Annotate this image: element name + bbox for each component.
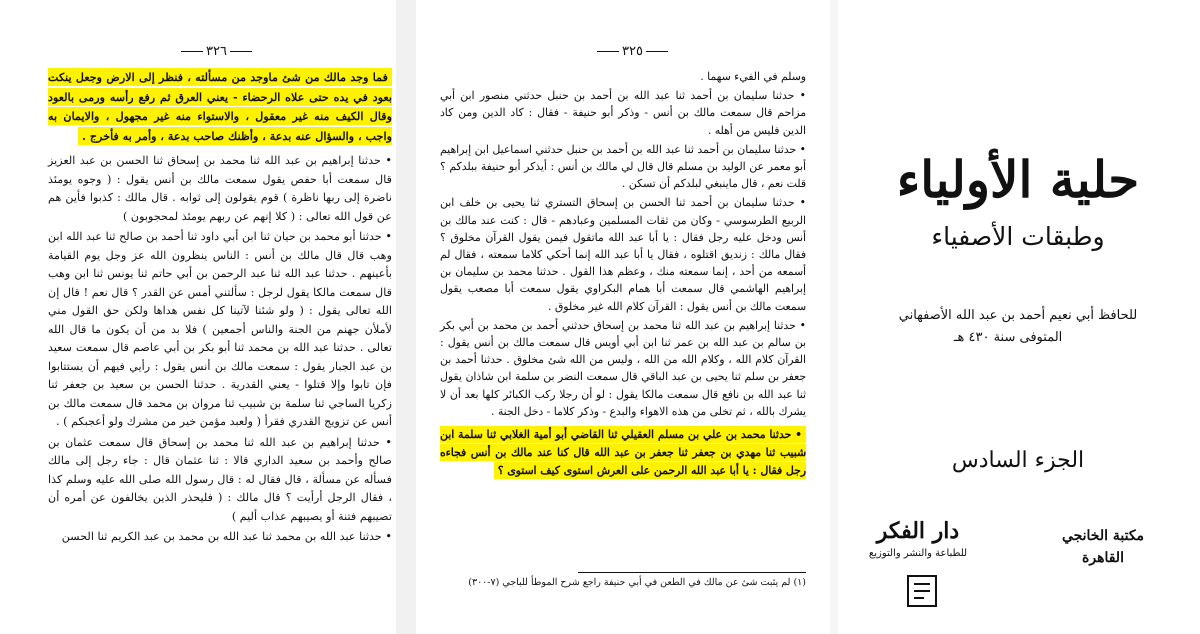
book-subtitle: وطبقات الأصفياء — [931, 222, 1105, 251]
paragraph: • حدثنا سليمان بن أحمد ثنا الحسن بن إسحاق التستري ثنا يحيى بن خلف ابن الربيع الطرسوسي - وكان من ثقات المسلمين وعبادهم - قال : كنت عند مالك بن أنس ودخل عليه رجل فقال : يا أبا عبد الله ماتقول فيمن يقول القرآن مخلوق ؟ فقال مالك : زنديق اقتلوه ، فقال يا أبا عبد الله إنما أحكي كلاما سمعته ، فقال لم أسمعه من أحد ، إنما سمعته منك ، وعظم هذا القول . حدثنا محمد بن سليمان بن إبراهيم الهاشمي قال سمعت أبا همام البكراوي يقول سمعت أبا مصعب يقول سمعت مالك بن أنس يقول : القرآن كلام الله غير مخلوق . — [440, 196, 806, 313]
paragraph: • حدثنا سليمان بن أحمد ثنا عبد الله بن أحمد بن حنبل حدثني منصور ابن أبي مزاحم قال سمعت مالك بن أنس - وذكر أبو حنيفة - فقال : كاد الدين ومن كاد الدين فليس من أهله . — [440, 89, 806, 137]
paragraph: • حدثنا أبو محمد بن حيان ثنا ابن أبي داود ثنا أحمد بن صالح ثنا عبد الله ابن وهب قال قال مالك بن أنس : الناس ينظرون الله عز وجل يوم القيامة بأعينهم . حدثنا عبد الله ثنا عبد الرحمن بن أبي حاتم ثنا يونس ثنا ابن وهب قال سمعت مالكا يقول لرجل : سألتني أمس عن القدر ؟ قال نعم ! قال إن الله تعالى يقول : ( ولو شئنا لآتينا كل نفس هداها ولكن حق القول مني لأملأن جهنم من الجنة والناس أجمعين ) فلا بد من أن يكون ما قال الله تعالى . حدثنا عبد الله بن محمد ثنا أبو بكر بن أبي عاصم قال سمعت سعيد بن عبد الجبار يقول : سمعت مالك بن أنس يقول : رأيي فيهم أن يستتابوا فإن تابوا وإلا قتلوا - يعني القدرية . حدثنا الحسن بن سعيد بن جعفر ثنا زكريا الساجي ثنا سلمة بن شبيب ثنا مروان بن محمد قال سمعت مالك بن أنس عن تزويج القدري فقرأ ( ولعبد مؤمن خير من مشرك ولو أعجبكم ) . — [48, 230, 392, 428]
page-326-text — [48, 68, 392, 549]
publisher-dar-alfikr-tagline: للطباعة والنشر والتوزيع — [868, 548, 968, 559]
publisher-dar-alfikr-logo: دار الفكر — [876, 518, 960, 544]
publisher-khanji: مكتبة الخانجي — [1061, 528, 1145, 544]
paragraph: • حدثنا إبراهيم بن عبد الله ثنا محمد بن إسحاق قال سمعت عثمان بن صالح وأحمد بن سعيد الداري قالا : ثنا عثمان قال : جاء رجل إلى مالك فسأله عن مسألة ، قال فقال له : قال رسول الله صلى الله عليه وسلم كذا ، فقال الرجل أرأيت ؟ قال مالك : ( فليحذر الذين يخالفون عن أمره أن تصيبهم فتنة أو يصيبهم عذاب أليم ) — [48, 435, 392, 523]
page-325-text — [440, 68, 806, 482]
paragraph: وسلم في الفيء سهما . — [700, 70, 806, 83]
footnote-rule — [578, 572, 806, 573]
paragraph: • حدثنا إبراهيم بن عبد الله ثنا محمد بن إسحاق ثنا الحسن بن عبد العزيز قال سمعت أبا حفص يقول سمعت مالك بن أنس يقول : ( وجوه يومئذ ناضرة إلى ربها ناظرة ) قوم يقولون إلى ثوابه . قال مالك : كذبوا فأين هم عن قول الله تعالى : ( كلا إنهم عن ربهم يومئذ لمحجوبون ) — [48, 154, 392, 223]
footnote: (١) لم يثبت شئ عن مالك في الطعن في أبي حنيفة راجع شرح الموطأ للباجي (٧-٣٠٠) — [468, 577, 806, 588]
page-325 — [418, 0, 828, 634]
page-gutter — [396, 0, 416, 634]
cover-gutter — [830, 0, 838, 634]
death-date: المتوفى سنة ٤٣٠ هـ — [953, 330, 1063, 345]
highlighted-passage: • حدثنا محمد بن علي بن مسلم العقيلي ثنا القاضي أبو أمية الغلابي ثنا سلمة ابن شبيب ثنا مهدي بن جعفر ثنا جعفر بن عبد الله قال كنا عند مالك بن أنس فجاءه رجل فقال : يا أبا عبد الله الرحمن على العرش استوى كيف استوى ؟ — [440, 428, 806, 478]
paragraph: • حدثنا إبراهيم بن عبد الله ثنا محمد بن إسحاق حدثني أحمد بن محمد بن أبي بكر بن سالم بن عبد الله بن عمر ثنا ابن أبي أويس قال سمعت مالك بن أنس يقول : القرآن كلام الله ، وكلام الله من الله ، وليس من الله شئ مخلوق . حدثنا أحمد بن جعفر بن سلم ثنا يحيى بن عبد الباقي قال سمعت النضر بن سلمة ابن شاذان يقول ثنا عبد الله بن نافع قال سمعت مالكا يقول : لو أن رجلا ركب الكبائر كلها بعد أن لا يشرك بالله ، ثم تخلى من هذه الاهواء والبدع - وذكر كلاما - دخل الجنة . — [440, 318, 806, 418]
book-title: حلية الأولياء — [896, 150, 1140, 209]
page-number: ٣٢٦ — [178, 44, 255, 59]
publisher-emblem-icon — [902, 572, 942, 612]
author-line: للحافظ أبي نعيم أحمد بن عبد الله الأصفهاني — [898, 308, 1138, 323]
paragraph: • حدثنا سليمان بن أحمد ثنا عبد الله بن أحمد بن حنبل حدثني اسماعيل ابن إبراهيم أبو معمر عن الوليد بن مسلم قال قال لي مالك بن أنس : أيذكر أبو حنيفة ببلدكم ؟ قلت نعم ، قال ماينبغي لبلدكم أن تسكن . — [440, 142, 806, 191]
volume-label: الجزء السادس — [951, 448, 1085, 473]
page-326 — [0, 0, 395, 634]
title-page — [838, 0, 1200, 634]
publisher-khanji-city: القاهرة — [1082, 550, 1124, 566]
highlighted-passage: فما وجد مالك من شئ ماوجد من مسألته ، فنظر إلى الارض وجعل ينكت بعود في يده حتى علاه الرحضاء - يعني العرق ثم رفع رأسه ورمى بالعود وقال الكيف منه غير معقول ، والاستواء منه غير مجهول ، والايمان به واجب ، والسؤال عنه بدعة ، وأظنك صاحب بدعة ، وأمر به فأخرج . — [48, 70, 392, 143]
page-number: ٣٢٥ — [594, 44, 671, 59]
paragraph: • حدثنا عبد الله بن محمد ثنا عبد الله بن محمد بن عبد الكريم ثنا الحسن — [61, 530, 392, 543]
